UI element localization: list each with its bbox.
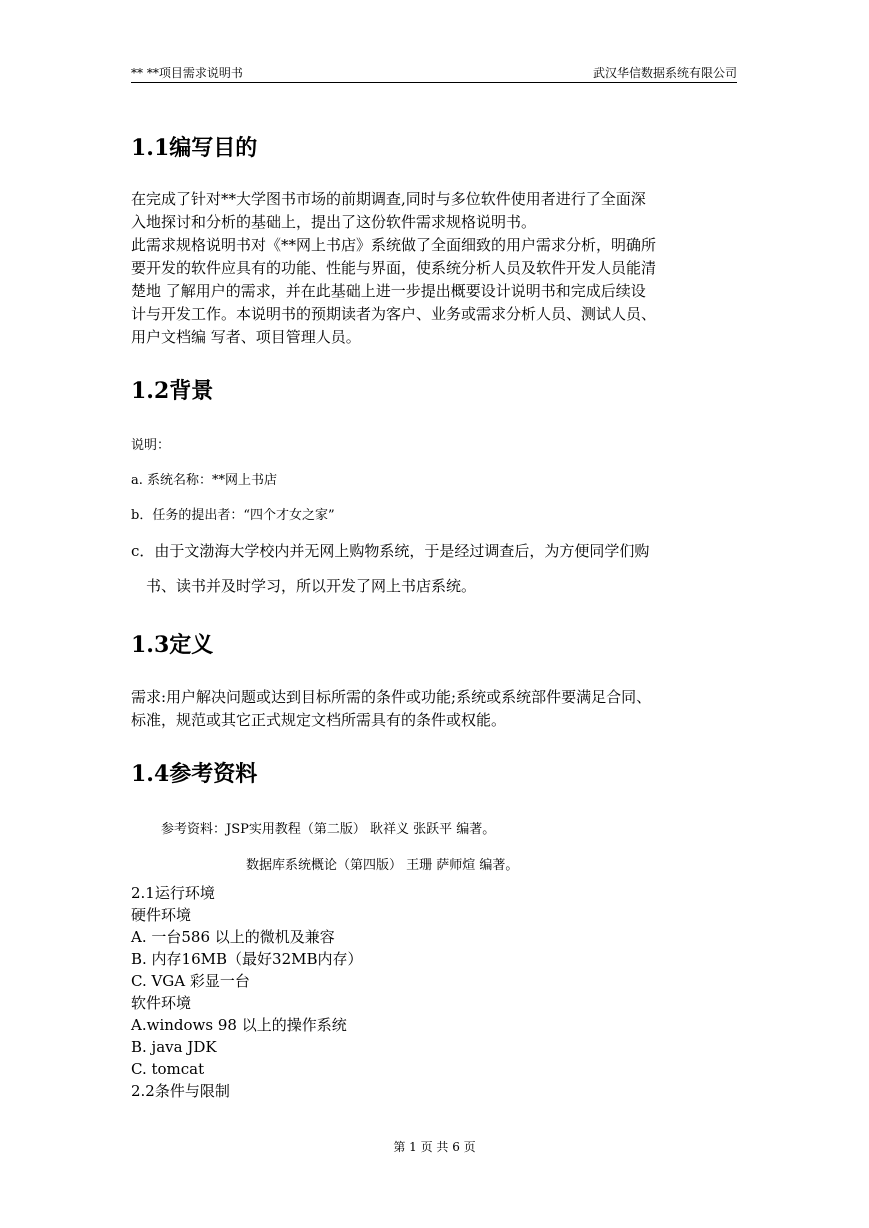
section-heading-1-4: 1.4参考资料 xyxy=(131,761,258,787)
background-item-b: b．任务的提出者：“四个才女之家” xyxy=(131,508,335,523)
header-doc-title: ** **项目需求说明书 xyxy=(131,66,243,80)
list-line: A. 一台586 以上的微机及兼容 xyxy=(131,928,335,946)
section-1-3-body xyxy=(131,686,741,732)
list-line: A.windows 98 以上的操作系统 xyxy=(131,1016,347,1034)
paragraph-line: 用户文档编 写者、项目管理人员。 xyxy=(131,328,361,346)
list-line: C. tomcat xyxy=(131,1060,205,1078)
paragraph-line: 入地探讨和分析的基础上，提出了这份软件需求规格说明书。 xyxy=(131,213,537,231)
background-note-label: 说明： xyxy=(131,438,171,453)
list-line: 2.2条件与限制 xyxy=(131,1082,230,1100)
page-footer: 第 1 页 共 6 页 xyxy=(393,1140,476,1154)
section-heading-1-3: 1.3定义 xyxy=(131,632,214,658)
section-heading-1-2: 1.2背景 xyxy=(131,378,214,404)
section-1-1-body xyxy=(131,188,741,349)
paragraph-line: 需求:用户解决问题或达到目标所需的条件或功能;系统或系统部件要满足合同、 xyxy=(131,688,652,706)
background-item-a: a. 系统名称：**网上书店 xyxy=(131,473,278,488)
paragraph-line: 计与开发工作。本说明书的预期读者为客户、业务或需求分析人员、测试人员、 xyxy=(131,305,657,323)
reference-2: 数据库系统概论（第四版） 王珊 萨师煊 编著。 xyxy=(246,858,519,873)
list-line: 2.1运行环境 xyxy=(131,884,215,902)
list-line: C. VGA 彩显一台 xyxy=(131,972,250,990)
list-line: 硬件环境 xyxy=(131,906,192,924)
paragraph-line: 在完成了针对**大学图书市场的前期调查,同时与多位软件使用者进行了全面深 xyxy=(131,190,646,208)
list-line: 软件环境 xyxy=(131,994,192,1012)
paragraph-line: 标准，规范或其它正式规定文档所需具有的条件或权能。 xyxy=(131,711,507,729)
background-item-c-line1: c．由于文渤海大学校内并无网上购物系统，于是经过调查后，为方便同学们购 xyxy=(131,542,650,560)
header-company: 武汉华信数据系统有限公司 xyxy=(592,66,737,80)
background-item-c-line2: 书、读书并及时学习，所以开发了网上书店系统。 xyxy=(146,577,477,595)
section-heading-1-1: 1.1编写目的 xyxy=(131,135,258,161)
paragraph-line: 要开发的软件应具有的功能、性能与界面，使系统分析人员及软件开发人员能清 xyxy=(131,259,657,277)
environment-list xyxy=(131,882,363,1102)
paragraph-line: 此需求规格说明书对《**网上书店》系统做了全面细致的用户需求分析，明确所 xyxy=(131,236,657,254)
paragraph-line: 楚地 了解用户的需求，并在此基础上进一步提出概要设计说明书和完成后续设 xyxy=(131,282,646,300)
list-line: B. java JDK xyxy=(131,1038,217,1056)
reference-1: 参考资料：JSP实用教程（第二版） 耿祥义 张跃平 编著。 xyxy=(161,822,496,837)
page-header xyxy=(131,64,737,83)
list-line: B. 内存16MB（最好32MB内存） xyxy=(131,950,363,968)
